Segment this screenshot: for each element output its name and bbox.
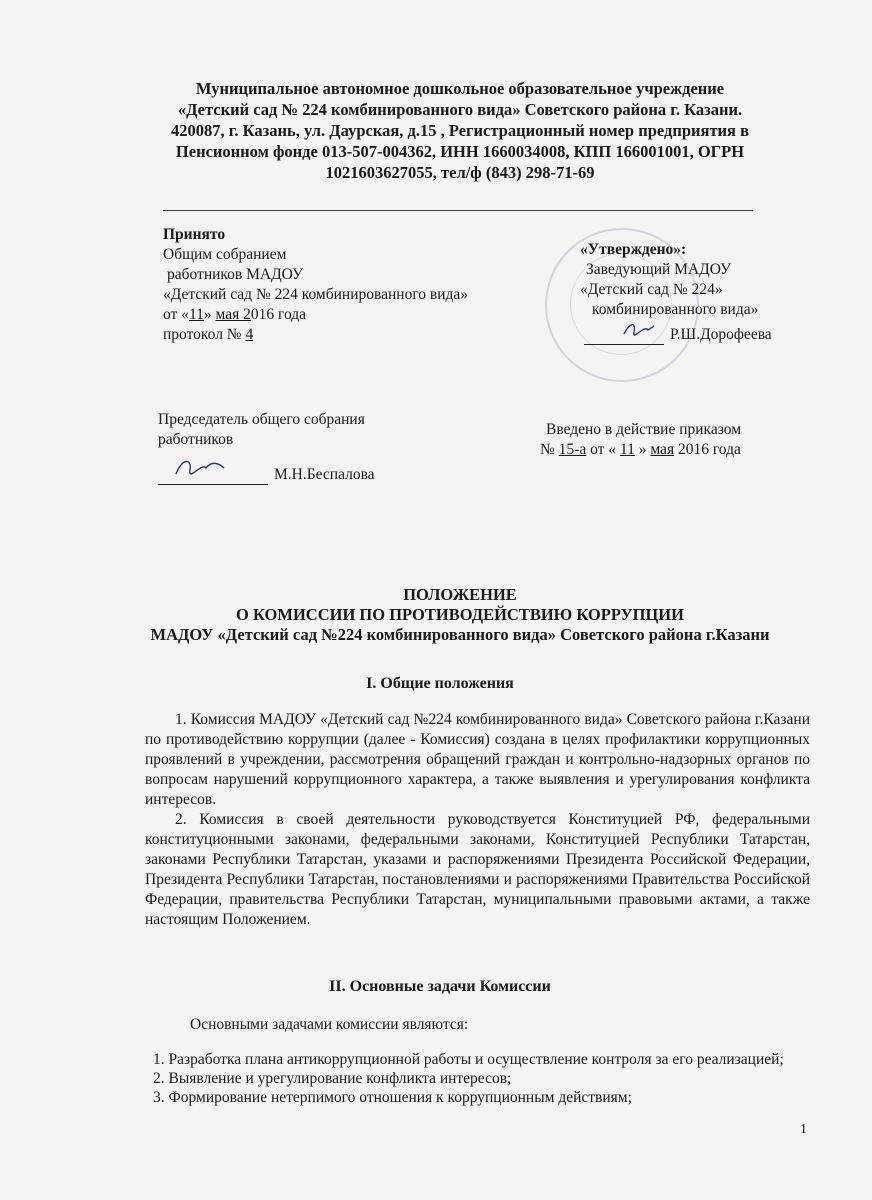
title-line: О КОМИССИИ ПО ПРОТИВОДЕЙСТВИЮ КОРРУПЦИИ xyxy=(236,605,684,624)
enacted-order: № 15-а от « 11 » мая 2016 года xyxy=(540,441,741,458)
list-item: 2. Выявление и урегулирование конфликта интересов; xyxy=(153,1070,512,1087)
paragraph: 1. Комиссия МАДОУ «Детский сад №224 комбинированного вида» Советского района г.Казани по противодействию коррупции (далее - Комиссия) создана в целях профилактики коррупционных проявлений в учреждении, рассмотрения обращений граждан и контрольно-надзорных органов по вопросам нарушений коррупционного характера, а также выявления и урегулирования конфликта интересов. xyxy=(145,711,810,808)
approved-signature: Р.Ш.Дорофеева xyxy=(570,320,772,345)
signature-line xyxy=(158,456,268,485)
header-line: 1021603627055, тел/ф (843) 298-71-69 xyxy=(325,163,595,182)
chair-line: Председатель общего собрания xyxy=(158,411,365,428)
enacted-line: Введено в действие приказом xyxy=(546,421,742,438)
accepted-protocol: протокол № 4 xyxy=(163,326,254,343)
approved-line: комбинированного вида» xyxy=(592,301,759,318)
approved-line: Заведующий МАДОУ xyxy=(586,261,732,278)
signature-scribble-icon xyxy=(584,320,664,338)
chair-block xyxy=(158,410,375,485)
header-line: «Детский сад № 224 комбинированного вида» Советского района г. Казани. xyxy=(177,100,743,119)
paragraph: 2. Комиссия в своей деятельности руководствуется Конституцией РФ, федеральными конституционными законами, федеральными законами, Конституцией Республики Татарстан, законами Республики Татарстан, указами и распоряжениями Президента Российской Федерации, Президента Республики Татарстан, постановлениями и распоряжениями Правительства Российской Федерации, правительства Республики Татарстан, муниципальными правовыми актами, а также настоящим Положением. xyxy=(145,811,810,928)
section2-intro: Основными задачами комиссии являются: xyxy=(190,1016,469,1033)
header-divider xyxy=(163,210,753,211)
approved-block xyxy=(570,240,772,345)
title-line: ПОЛОЖЕНИЕ xyxy=(403,585,517,604)
list-item: 3. Формирование нетерпимого отношения к коррупционным действиям; xyxy=(153,1089,632,1106)
title-line: МАДОУ «Детский сад №224 комбинированного вида» Советского района г.Казани xyxy=(150,625,770,644)
approved-title: «Утверждено»: xyxy=(580,241,687,258)
accepted-date: от «11» мая 2016 года xyxy=(163,306,307,323)
document-title xyxy=(140,585,780,645)
signature-scribble-icon xyxy=(158,456,268,478)
accepted-line: Общим собранием xyxy=(163,246,287,263)
header-line: Муниципальное автономное дошкольное образовательное учреждение xyxy=(195,79,725,98)
page-number: 1 xyxy=(800,1122,807,1137)
chair-line: работников xyxy=(158,431,234,448)
section-heading: II. Основные задачи Комиссии xyxy=(329,978,551,995)
accepted-block xyxy=(163,225,468,345)
list-item: 1. Разработка плана антикоррупционной работы и осуществление контроля за его реализацией; xyxy=(153,1051,784,1068)
accepted-line: работников МАДОУ xyxy=(167,266,303,283)
chair-signature: М.Н.Беспалова xyxy=(158,456,375,485)
header-line: Пенсионном фонде 013-507-004362, ИНН 1660034008, КПП 166001001, ОГРН xyxy=(175,142,745,161)
signature-line xyxy=(584,320,664,345)
task-list xyxy=(145,1050,810,1107)
section1-body xyxy=(145,710,810,930)
header-line: 420087, г. Казань, ул. Даурская, д.15 , Регистрационный номер предприятия в xyxy=(170,121,750,140)
accepted-line: «Детский сад № 224 комбинированного вида» xyxy=(163,286,469,303)
enacted-block xyxy=(540,420,741,460)
organization-header xyxy=(150,78,770,183)
accepted-title: Принято xyxy=(163,226,226,243)
section-heading: I. Общие положения xyxy=(366,675,514,692)
approved-line: «Детский сад № 224» xyxy=(580,281,723,298)
